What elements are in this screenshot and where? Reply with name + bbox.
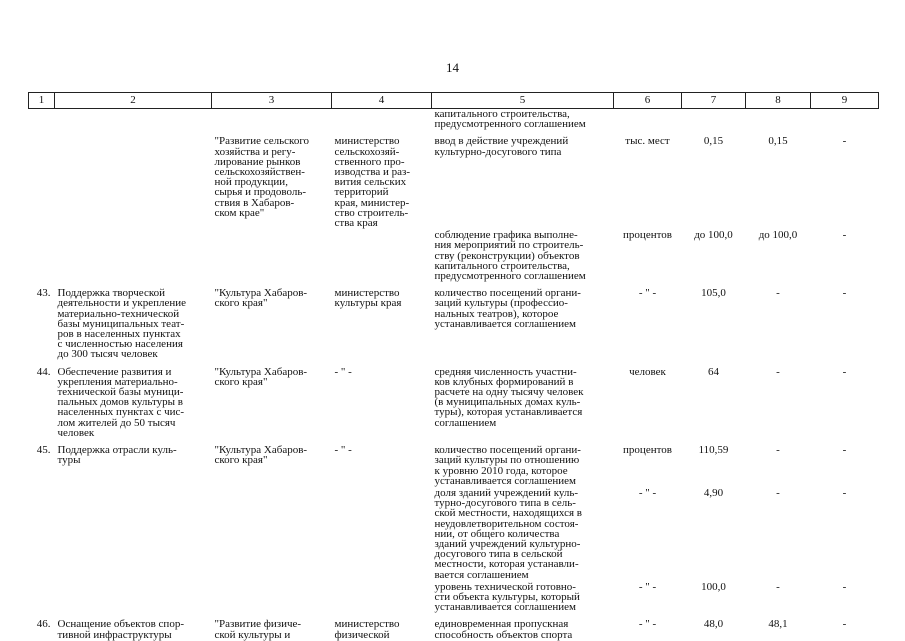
header-col-4: 4 (332, 93, 432, 109)
row-number: 43. (36, 287, 51, 300)
page-number: 14 (446, 60, 459, 75)
measure-name (55, 230, 212, 288)
header-col-1: 1 (29, 93, 55, 109)
header-col-7: 7 (682, 93, 746, 109)
header-col-5: 5 (432, 93, 614, 109)
value-col-9: - (842, 618, 847, 631)
value-col-8: - (776, 365, 780, 378)
indicator-name: соблюдение графика выполне- ния мероприятий по строитель- ству (реконструкции) объектов капитального строительства, предусмотренного соглашением (434, 229, 586, 283)
unit-of-measure: процентов (623, 444, 672, 457)
measure-name: Поддержка творческой деятельности и укрепление материально-технической базы муниципальных теат- ров в населенных пунктах с численностью населения до 300 тысяч человек (57, 287, 186, 361)
value-col-7: 4,90 (703, 486, 724, 499)
header-col-2: 2 (55, 93, 212, 109)
unit-of-measure: тыс. мест (625, 135, 670, 148)
state-program: "Культура Хабаров- ского края" (214, 287, 308, 310)
indicator-name: доля зданий учреждений куль- турно-досугового типа в сель- ской местности, находящихся в неудовлетворительном состоя- нии, от общего количества зданий учреждений культурно- досугового типа в сельской местности, которая устанавли- вается соглашением (434, 486, 582, 581)
table-row (29, 230, 879, 288)
unit-of-measure (614, 109, 682, 137)
responsible-executor (332, 109, 432, 137)
indicator-name: средняя численность участни- ков клубных формирований в расчете на одну тысячу человек (в муниципальных домах куль- туры), которая устанавливается соглашением (434, 365, 584, 429)
value-col-8: - (776, 486, 780, 499)
header-col-9: 9 (811, 93, 879, 109)
header-col-8: 8 (746, 93, 811, 109)
value-col-8: - (776, 580, 780, 593)
table-row (29, 288, 879, 366)
value-col-8: до 100,0 (758, 229, 798, 242)
indicator-name: уровень технической готовно- сти объекта культуры, который устанавливается соглашением (434, 580, 580, 614)
responsible-executor: министерство физической (334, 618, 400, 641)
row-number: 46. (36, 618, 51, 631)
table-row (29, 488, 879, 582)
unit-of-measure: человек (629, 365, 666, 378)
state-program: "Развитие сельского хозяйства и регу- лирование рынков сельскохозяйствен- ной продукции, сырья и продоволь- ствия в Хабаров- ском крае" (214, 135, 310, 219)
value-col-9: - (842, 229, 847, 242)
responsible-executor: министерство культуры края (334, 287, 402, 310)
value-col-8: 48,1 (768, 618, 788, 631)
value-col-7: 105,0 (701, 287, 726, 300)
indicator-name: количество посещений органи- заций культуры по отношению к уровню 2010 года, которое устанавливается соглашением (434, 444, 581, 487)
table-row (29, 619, 879, 639)
measure-name (55, 582, 212, 620)
header-col-3: 3 (212, 93, 332, 109)
unit-of-measure: процентов (623, 229, 672, 242)
measure-name: Поддержка отрасли куль- туры (57, 444, 177, 467)
indicator-name: ввод в действие учреждений культурно-досугового типа (434, 135, 569, 158)
row-number (29, 582, 55, 620)
responsible-executor (332, 488, 432, 582)
header-col-6: 6 (614, 93, 682, 109)
value-col-9: - (842, 287, 847, 300)
state-program (212, 582, 332, 620)
value-col-9: - (842, 365, 847, 378)
state-program: "Культура Хабаров- ского края" (214, 444, 308, 467)
state-program (212, 230, 332, 288)
state-program (212, 488, 332, 582)
value-col-9: - (842, 135, 847, 148)
table-row (29, 136, 879, 230)
responsible-executor: - " - (334, 365, 352, 378)
unit-of-measure: - " - (638, 580, 657, 593)
measure-name: Оснащение объектов спор- тивной инфраструктуры (57, 618, 184, 641)
row-number (29, 136, 55, 230)
responsible-executor (332, 230, 432, 288)
value-col-8 (746, 109, 811, 137)
table-row (29, 367, 879, 445)
row-number (29, 109, 55, 137)
value-col-8: - (776, 287, 780, 300)
value-col-7: до 100,0 (694, 229, 733, 242)
indicator-name: единовременная пропускная способность объектов спорта (434, 618, 573, 641)
value-col-7: 100,0 (701, 580, 726, 593)
value-col-7: 64 (708, 365, 719, 378)
measure-name: Обеспечение развития и укрепления материально- технической базы муници- пальных домов культуры в населенных пунктах с чис- лом жителей до 50 тысяч человек (57, 365, 185, 439)
unit-of-measure: - " - (638, 618, 657, 631)
table-row (29, 109, 879, 137)
measure-name (55, 488, 212, 582)
measure-name (55, 109, 212, 137)
value-col-7: 0,15 (703, 135, 724, 148)
value-col-9: - (842, 444, 847, 457)
responsible-executor: министерство сельскохозяй- ственного про- изводства и раз- вития сельских территорий края, министер- ство строитель- ства края (334, 135, 411, 230)
value-col-7 (682, 109, 746, 137)
indicator-name: количество посещений органи- заций культуры (профессио- нальных театров), которое устанавливается соглашением (434, 287, 581, 330)
row-number: 44. (36, 365, 51, 378)
table-row (29, 582, 879, 620)
row-number: 45. (36, 444, 51, 457)
responsible-executor: - " - (334, 444, 352, 457)
value-col-9: - (842, 580, 847, 593)
value-col-8: 0,15 (768, 135, 788, 148)
indicator-name: капитального строительства, предусмотренного соглашением (434, 108, 586, 131)
value-col-7: 110,59 (698, 444, 729, 457)
measure-name (55, 136, 212, 230)
state-program: "Культура Хабаров- ского края" (214, 365, 308, 388)
table-row (29, 445, 879, 488)
value-col-7: 48,0 (703, 618, 724, 631)
program-indicators-table (28, 92, 879, 640)
state-program: "Развитие физиче- ской культуры и (214, 618, 302, 641)
row-number (29, 230, 55, 288)
value-col-9: - (842, 486, 847, 499)
unit-of-measure: - " - (638, 287, 657, 300)
state-program (212, 109, 332, 137)
responsible-executor (332, 582, 432, 620)
row-number (29, 488, 55, 582)
value-col-8: - (776, 444, 780, 457)
unit-of-measure: - " - (638, 486, 657, 499)
value-col-9 (811, 109, 879, 137)
column-number-header (29, 93, 879, 109)
